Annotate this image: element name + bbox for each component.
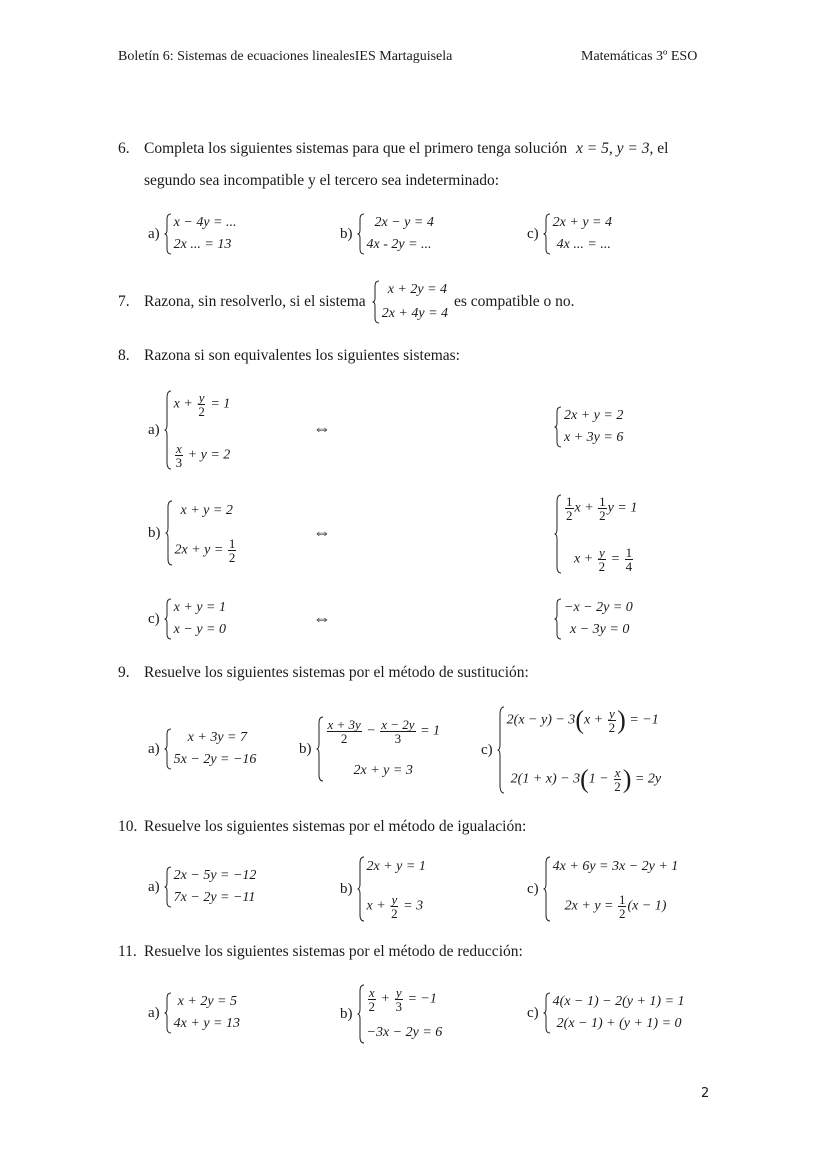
brace-icon <box>357 984 365 1044</box>
equation-2: 2(x − 1) + (y + 1) = 0 <box>556 1016 682 1031</box>
equation-2: 5x − 2y = −16 <box>173 752 257 767</box>
equation-2: 2x + y = 3 <box>353 763 413 778</box>
equation-1: $\frac{x}{2}$ + $\frac{y}{3}$ = −1 <box>368 985 437 1014</box>
equation-1: 2x + y = 2 <box>564 408 624 423</box>
item-label: b) <box>299 740 312 757</box>
question-text: Resuelve los siguientes sistemas por el método de reducción: <box>144 943 523 960</box>
item-label: c) <box>527 880 539 897</box>
equation-1: 4(x − 1) − 2(y + 1) = 1 <box>552 994 685 1009</box>
solution-x: x = 5, <box>576 140 613 157</box>
equivalence-icon: ⇔ <box>313 522 331 542</box>
question-9 <box>118 664 529 682</box>
question-number: 11. <box>118 943 137 960</box>
brace-icon <box>357 213 365 255</box>
question-text: Completa los siguientes sistemas para que el primero tenga solución <box>144 140 568 157</box>
question-11 <box>118 943 523 961</box>
equation-1: x − 4y = ... <box>173 215 237 230</box>
brace-icon <box>164 728 172 770</box>
q8-pair-c-left <box>148 598 226 640</box>
brace-icon <box>554 598 562 640</box>
brace-icon <box>497 706 505 794</box>
question-number: 9. <box>118 664 130 681</box>
header-right: Matemáticas 3º ESO <box>581 49 698 64</box>
question-text-after: es compatible o no. <box>454 293 575 310</box>
item-label: c) <box>481 741 493 758</box>
question-number: 10. <box>118 818 138 835</box>
q6-system-b <box>340 213 434 255</box>
brace-icon <box>543 856 551 922</box>
equation-2: x − y = 0 <box>173 622 226 637</box>
q9-system-a <box>148 728 256 770</box>
equation-2: 2x + y = $\frac{1}{2}$ <box>174 536 236 565</box>
equation-2: 4x - 2y = ... <box>366 237 432 252</box>
equation-1: $\frac{x + 3y}{2}$ − $\frac{x - 2y}{3}$ = 1 <box>327 717 441 746</box>
brace-icon <box>164 992 172 1034</box>
brace-icon <box>543 213 551 255</box>
q8-pair-c-right <box>554 598 633 640</box>
equation-1: 4x + 6y = 3x − 2y + 1 <box>552 859 679 874</box>
q9-system-b <box>299 716 440 782</box>
equation-2: −3x − 2y = 6 <box>366 1025 443 1040</box>
equation-1: x + 3y = 7 <box>187 730 247 745</box>
equation-1: x + y = 2 <box>180 503 233 518</box>
q8-pair-a-left <box>148 390 230 470</box>
brace-icon <box>554 406 562 448</box>
brace-icon <box>164 598 172 640</box>
equation-1: 2(x − y) − 3(x + $\frac{y}{2}$ ) = −1 <box>506 705 659 735</box>
item-label: a) <box>148 740 160 757</box>
equation-2: 2x + y = $\frac{1}{2}$ (x − 1) <box>564 892 667 921</box>
equations: x + $\frac{y}{2}$ = 1 $\frac{x}{3}$ + y = 2 <box>173 390 231 470</box>
equation-1: 2x + y = 4 <box>552 215 612 230</box>
brace-icon <box>543 992 551 1034</box>
q6-system-a <box>148 213 236 255</box>
equation-1: x + y = 1 <box>173 600 226 615</box>
question-7 <box>118 280 575 324</box>
equation-2: 7x − 2y = −11 <box>173 890 256 905</box>
item-label: a) <box>148 1004 160 1021</box>
equation-1: −x − 2y = 0 <box>564 600 633 615</box>
question-8 <box>118 347 460 365</box>
item-label: c) <box>527 225 539 242</box>
item-label: c) <box>527 1004 539 1021</box>
question-text: Resuelve los siguientes sistemas por el método de sustitución: <box>144 664 529 681</box>
equation-1: x + 2y = 5 <box>177 994 237 1009</box>
equation-2: x + $\frac{y}{2}$ = $\frac{1}{4}$ <box>574 545 633 574</box>
brace-icon <box>164 390 172 470</box>
brace-icon <box>165 500 173 566</box>
q10-system-c <box>527 856 678 922</box>
question-number: 7. <box>118 293 130 310</box>
q11-system-c <box>527 992 685 1034</box>
brace-icon <box>357 856 365 922</box>
q11-system-a <box>148 992 240 1034</box>
question-10 <box>118 818 526 836</box>
question-number: 8. <box>118 347 130 364</box>
q11-system-b <box>340 984 442 1044</box>
q6-system-c <box>527 213 612 255</box>
equivalence-icon: ⇔ <box>313 608 331 628</box>
equation-2: 2x + 4y = 4 <box>381 306 449 321</box>
q8-pair-a-right <box>554 406 623 448</box>
equation-1: 2x − y = 4 <box>374 215 434 230</box>
question-6-line2: segundo sea incompatible y el tercero sea indeterminado: <box>144 172 500 189</box>
question-number: 6. <box>118 140 130 157</box>
q8-pair-b-left <box>148 500 237 566</box>
item-label: b) <box>340 880 353 897</box>
question-text: Resuelve los siguientes sistemas por el método de igualación: <box>144 818 527 835</box>
solution-y: y = 3 <box>616 140 650 157</box>
q10-system-b <box>340 856 426 922</box>
equation-1: $\frac{1}{2}$ x + $\frac{1}{2}$ y = 1 <box>566 494 638 523</box>
item-label: b) <box>148 524 161 541</box>
equation-1: x + 2y = 4 <box>387 282 448 297</box>
equivalence-icon: ⇔ <box>313 418 331 438</box>
question-text-end: , el <box>649 140 669 157</box>
equation-2: 2(1 + x) − 3(1 − $\frac{x}{2}$ ) = 2y <box>510 764 662 794</box>
brace-icon <box>164 866 172 908</box>
equation-2: 4x ... = ... <box>556 237 611 252</box>
q10-system-a <box>148 866 256 908</box>
page-number: 2 <box>701 1086 710 1101</box>
item-label: c) <box>148 610 160 627</box>
equation-2: x − 3y = 0 <box>570 622 630 637</box>
question-6-line1 <box>118 140 668 158</box>
item-label: b) <box>340 1005 353 1022</box>
equation-2: 2x ... = 13 <box>173 237 232 252</box>
q8-pair-b-right <box>554 494 637 574</box>
equation-1: 2x − 5y = −12 <box>173 868 257 883</box>
brace-icon <box>554 494 562 574</box>
item-label: a) <box>148 878 160 895</box>
brace-icon <box>316 716 324 782</box>
item-label: a) <box>148 421 160 438</box>
brace-icon <box>164 213 172 255</box>
q9-system-c <box>481 706 661 794</box>
item-label: a) <box>148 225 160 242</box>
equation-2: x + $\frac{y}{2}$ = 3 <box>366 892 424 921</box>
question-text: Razona, sin resolverlo, si el sistema <box>144 293 366 310</box>
equation-2: x + 3y = 6 <box>564 430 624 445</box>
header-left: Boletín 6: Sistemas de ecuaciones linealesIES Martaguisela <box>118 49 453 64</box>
brace-icon <box>372 280 380 324</box>
equation-2: 4x + y = 13 <box>173 1016 240 1031</box>
question-text: Razona si son equivalentes los siguientes sistemas: <box>144 347 460 364</box>
item-label: b) <box>340 225 353 242</box>
equation-1: 2x + y = 1 <box>366 859 426 874</box>
